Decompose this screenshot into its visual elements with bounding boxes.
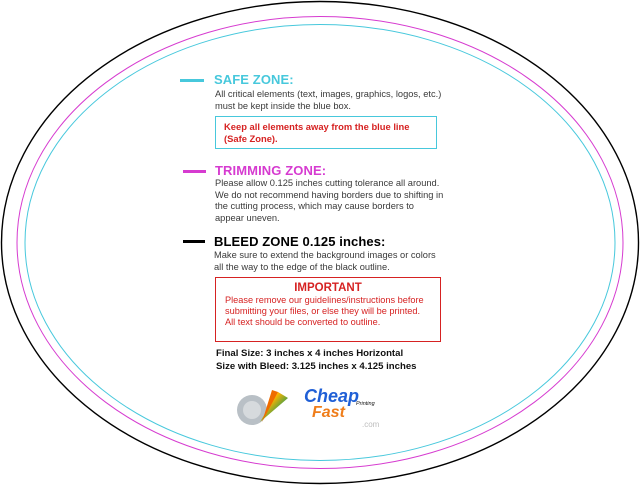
trimming-zone-title: TRIMMING ZONE:	[215, 163, 327, 178]
trimming-zone-description	[215, 178, 443, 224]
important-line: All text should be converted to outline.	[225, 317, 381, 328]
bleed-size-line: Size with Bleed: 3.125 inches x 4.125 inches	[216, 360, 417, 372]
bleed-zone-legend-line	[183, 240, 205, 243]
safe-zone-desc-line: must be kept inside the blue box.	[215, 100, 351, 111]
important-title: IMPORTANT	[294, 282, 362, 294]
final-size-info	[216, 348, 417, 373]
safe-zone-title: SAFE ZONE:	[214, 72, 294, 87]
safe-zone-desc-line: All critical elements (text, images, graphics, logos, etc.)	[215, 89, 442, 99]
trimming-zone-desc-line: appear uneven.	[215, 212, 280, 223]
safe-zone-legend-line	[180, 79, 204, 82]
trimming-zone-desc-line: Please allow 0.125 inches cutting tolerance all around.	[215, 178, 440, 188]
important-line: Please remove our guidelines/instructions before	[225, 295, 424, 305]
final-size-line: Final Size: 3 inches x 4 inches Horizontal	[216, 348, 404, 359]
safe-zone-note-box	[215, 116, 437, 149]
bleed-zone-description	[214, 250, 436, 273]
safe-zone-note-line: (Safe Zone).	[224, 132, 278, 144]
cheapfastprinting-logo	[232, 382, 392, 434]
important-line: submitting your files, or else they will be printed.	[225, 306, 421, 317]
logo-tagline: Printing	[356, 401, 375, 407]
logo-word-fast: Fast	[312, 404, 345, 421]
trimming-zone-legend-line	[183, 170, 206, 173]
logo-domain: .com	[362, 420, 380, 429]
safe-zone-description	[215, 89, 441, 112]
bleed-zone-desc-line: Make sure to extend the background images or colors	[214, 250, 436, 260]
bleed-zone-title: BLEED ZONE 0.125 inches:	[214, 234, 386, 249]
bleed-zone-desc-line: all the way to the edge of the black outline.	[214, 261, 390, 272]
trimming-zone-desc-line: the cutting process, which may cause borders to	[215, 201, 414, 211]
logo-word-cheap: Cheap	[304, 386, 360, 406]
trimming-zone-desc-line: We do not recommend having borders due to shifting in	[215, 189, 444, 200]
safe-zone-note-line: Keep all elements away from the blue line	[224, 121, 410, 132]
important-notice-box	[215, 277, 441, 342]
